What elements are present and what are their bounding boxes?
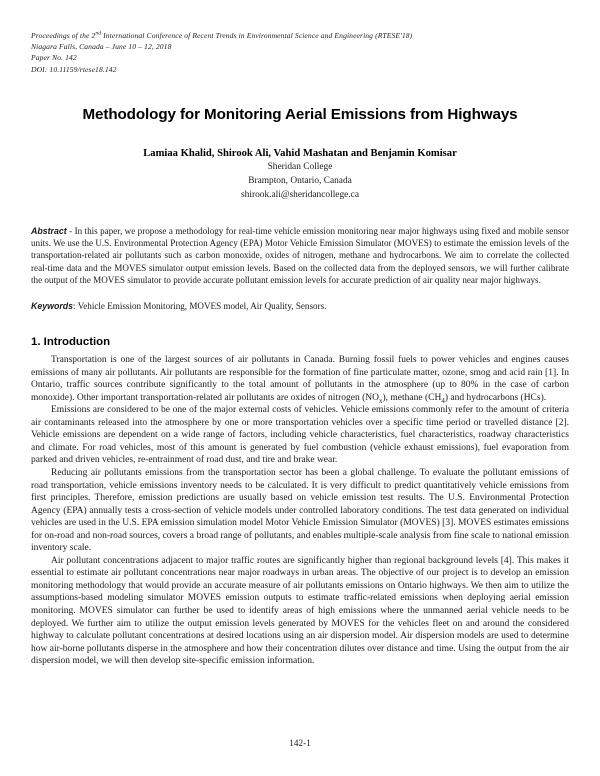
author-location: Brampton, Ontario, Canada — [248, 176, 352, 187]
page-footer — [0, 738, 600, 748]
keywords-label: Keywords — [31, 300, 74, 311]
paragraph-4: Air pollutant concentrations adjacent to major traffic routes are significantly higher than regional background levels [4]. This makes it essential to estimate air pollutant concentrations near major roadways in urban areas. The objective of our project is to develop an emission monitoring methodology that would provide an accurate measure of air pollutants emissions on Ontario highways. We then aim to utilize the assumptions-based modeling simulator MOVES emission outputs to estimate traffic-related emissions when deploying aerial emission monitoring. MOVES simulator can further be used to identify areas of high emissions where the unmanned aerial vehicle needs to be deployed. We further aim to utilize the output emission levels generated by MOVES for the vehicles fleet on and around the considered highway to calculate pollutant concentrations at desired locations using an air dispersion model. Air dispersion models are used to determine how air-borne pollutants disperse in the atmosphere and how their concentration dilutes over distance and time. Using the output from the air dispersion model, we will then develop site-specific emission information. — [31, 555, 569, 667]
paper-doi: DOI: 10.11159/rtese18.142 — [31, 64, 117, 74]
conference-ordinal-suffix: nd — [95, 30, 102, 37]
paragraph-2: Emissions are considered to be one of the major external costs of vehicles. Vehicle emissions commonly refer to the amount of criteria air contaminants released into the atmosphere by one or more transportation vehicles over a specific time period or travelled distance [2]. Vehicle emissions are dependent on a wide range of factors, including vehicle characteristics, fuel characteristics, roadway characteristics and climate. For road vehicles, most of this amount is generated by fuel combustion (vehicle exhaust emissions), fuel evaporation from parked and driven vehicles, re-entrainment of road dust, and tire and brake wear. — [31, 405, 569, 466]
paragraph-1-part-a: Transportation is one of the largest sources of air pollutants in Canada. Burning fossil fuels to power vehicles and engines causes emissions of many air pollutants. Air pollutants are responsible for the formation of fine particulate matter, ozone, smog and acid rain [1]. In Ontario, traffic sources contribute significantly to the total amount of pollutants in the atmosphere (up to 80% in the case of carbon monoxide). Other important transportation-related air pollutants are oxides of nitrogen (NO — [31, 355, 569, 403]
abstract-label: Abstract — [31, 225, 67, 236]
authors-block — [31, 147, 569, 203]
author-names: Lamiaa Khalid, Shirook Ali, Vahid Mashatan and Benjamin Komisar — [143, 147, 457, 159]
section-heading-introduction: 1. Introduction — [31, 336, 111, 349]
paragraph-1-part-c: ) and hydrocarbons (HCs). — [444, 392, 547, 403]
keywords-text: Vehicle Emission Monitoring, MOVES model, Air Quality, Sensors. — [77, 300, 327, 311]
abstract-text: In this paper, we propose a methodology for real-time vehicle emission monitoring near major highways using fixed and mobile sensor units. We use the U.S. Environmental Protection Agency (EPA) Motor Vehicle Emission Simulator (MOVES) to estimate the emission levels of the transportation-related air pollutants such as carbon monoxide, oxides of nitrogen, methane and hydrocarbons. We aim to correlate the collected real-time data and the MOVES simulator output emission levels. Based on the collected data from the deployed sensors, we will further calibrate the output of the MOVES simulator to provide accurate pollutant emission levels for accurate prediction of air quality near major highways. — [31, 225, 569, 286]
paragraph-3: Reducing air pollutants emissions from the transportation sector has been a global challenge. To evaluate the pollutant emissions of road transportation, vehicle emissions inventory needs to be calculated. It is very difficult to predict quantitatively vehicle emissions from first principles. Therefore, emission predictions are usually based on vehicle emission test results. The U.S. Environmental Protection Agency (EPA) annually tests a cross-section of vehicle models under controlled laboratory conditions. The test data generated on individual vehicles are used in the U.S. EPA emission simulation model Motor Vehicle Emission Simulator (MOVES) [3]. MOVES estimates emissions for on-road and non-road sources, covers a broad range of pollutants, and enables multiple-scale analysis from fine scale to national emission inventory scale. — [31, 467, 569, 554]
conference-proceedings-pre: Proceedings of the 2 — [31, 31, 96, 40]
conference-header — [31, 30, 569, 75]
author-email: shirook.ali@sheridancollege.ca — [241, 190, 359, 201]
conference-proceedings-post: International Conference of Recent Trends in Environmental Science and Engineering (RTESE'18) — [101, 31, 413, 40]
page-title: Methodology for Monitoring Aerial Emissions from Highways — [82, 105, 518, 123]
paragraph-1-part-b: ), methane (CH — [382, 392, 442, 403]
conference-proceedings-line — [31, 30, 569, 41]
keywords-section — [31, 300, 569, 312]
ch4-subscript: 4 — [441, 396, 445, 405]
footer-page-number: 142-1 — [289, 738, 311, 748]
paper-number: Paper No. 142 — [31, 53, 77, 63]
abstract-separator: - — [66, 225, 75, 236]
keywords-separator: : — [73, 300, 78, 311]
nox-subscript: x — [378, 396, 383, 405]
paragraph-1 — [31, 354, 569, 404]
conference-location-date: Niagara Falls, Canada – June 10 – 12, 2018 — [31, 42, 172, 52]
author-institution: Sheridan College — [267, 162, 333, 173]
introduction-body — [31, 354, 569, 668]
abstract-section — [31, 225, 569, 287]
